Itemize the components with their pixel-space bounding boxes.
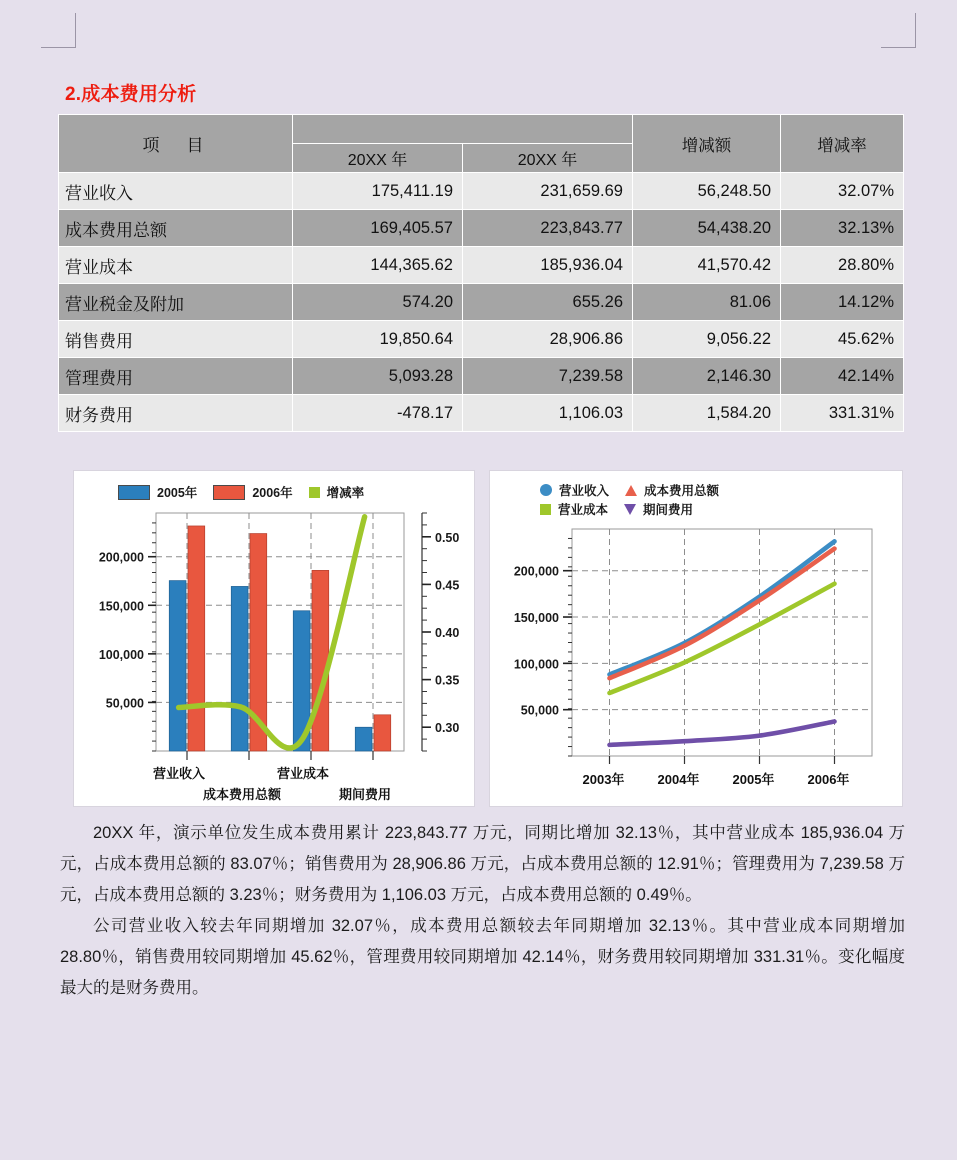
table-body [59, 173, 904, 432]
svg-text:100,000: 100,000 [513, 657, 559, 672]
four-year-trend-line-chart [489, 470, 903, 807]
svg-text:0.40: 0.40 [435, 626, 460, 640]
cell-year-prev: -478.17 [293, 395, 463, 432]
svg-text:50,000: 50,000 [520, 703, 559, 718]
cell-change-rate: 32.13% [781, 210, 904, 247]
cost-comparison-bar-chart [73, 470, 475, 807]
cell-change-amount: 54,438.20 [633, 210, 781, 247]
line-chart-axis-label: 2006年 [807, 772, 850, 787]
svg-text:200,000: 200,000 [513, 564, 559, 579]
legend-label: 2005年 [157, 486, 198, 500]
legend-item [540, 500, 608, 518]
cell-year-curr: 28,906.86 [463, 321, 633, 358]
legend-item [624, 500, 693, 518]
cell-item-label: 成本费用总额 [59, 210, 293, 247]
svg-text:0.35: 0.35 [435, 673, 460, 688]
svg-text:0.50: 0.50 [435, 530, 460, 545]
cell-year-curr: 231,659.69 [463, 173, 633, 210]
cell-year-curr: 223,843.77 [463, 210, 633, 247]
bar-chart-category-label: 成本费用总额 [203, 787, 282, 802]
bar-chart-legend [118, 483, 380, 501]
cell-change-rate: 42.14% [781, 358, 904, 395]
svg-text:0.45: 0.45 [435, 578, 460, 593]
svg-text:50,000: 50,000 [105, 696, 144, 711]
legend-label: 成本费用总额 [644, 484, 720, 498]
cell-change-rate: 45.62% [781, 321, 904, 358]
legend-marker-icon [540, 484, 552, 496]
paragraph-1: 20XX 年，演示单位发生成本费用累计 223,843.77 万元，同期比增加 32.13％，其中营业成本 185,936.04 万元，占成本费用总额的 83.07％；销售费用为 28,906.86 万元，占成本费用总额的 12.91％；管理费用为 7,239.58 万元，占成本费用总额的 3.23％；财务费用为 1,106.03 万元，占成本费用总额的 0.49％。 [60, 824, 905, 904]
svg-text:150,000: 150,000 [513, 611, 559, 626]
legend-swatch-icon [118, 485, 150, 500]
page-title: 2.成本费用分析 [65, 84, 197, 105]
col-header-change-rate: 增减率 [781, 115, 904, 173]
cell-change-rate: 14.12% [781, 284, 904, 321]
table-row [59, 395, 904, 432]
cell-year-prev: 19,850.64 [293, 321, 463, 358]
col-header-item: 项 目 [59, 115, 293, 173]
bar-chart-category-label: 营业成本 [277, 766, 330, 781]
cell-change-rate: 331.31% [781, 395, 904, 432]
cell-change-amount: 2,146.30 [633, 358, 781, 395]
legend-item [118, 483, 197, 501]
col-header-change-amount: 增减额 [633, 115, 781, 173]
line-chart-canvas [490, 471, 903, 807]
cell-change-amount: 56,248.50 [633, 173, 781, 210]
cell-year-prev: 144,365.62 [293, 247, 463, 284]
cell-change-amount: 9,056.22 [633, 321, 781, 358]
line-chart-legend-row2 [540, 500, 709, 518]
cell-year-curr: 1,106.03 [463, 395, 633, 432]
legend-marker-icon [624, 504, 636, 515]
legend-item [309, 483, 365, 501]
table-row [59, 210, 904, 247]
cell-year-curr: 185,936.04 [463, 247, 633, 284]
analysis-text [60, 818, 905, 1004]
cell-year-prev: 175,411.19 [293, 173, 463, 210]
cell-year-curr: 7,239.58 [463, 358, 633, 395]
cell-year-curr: 655.26 [463, 284, 633, 321]
legend-item [625, 481, 719, 499]
line-chart-axis-label: 2003年 [582, 772, 625, 787]
legend-marker-icon [625, 485, 637, 496]
col-header-year-curr: 20XX 年 [463, 144, 633, 173]
table-row [59, 321, 904, 358]
table-header [59, 115, 904, 173]
cell-year-prev: 574.20 [293, 284, 463, 321]
cost-analysis-table [58, 114, 904, 432]
charts-row [73, 470, 903, 807]
bar-chart-canvas [74, 471, 475, 807]
legend-item [540, 481, 609, 499]
svg-text:200,000: 200,000 [98, 550, 144, 565]
table-row [59, 284, 904, 321]
cell-change-amount: 41,570.42 [633, 247, 781, 284]
cell-change-rate: 32.07% [781, 173, 904, 210]
cell-change-rate: 28.80% [781, 247, 904, 284]
line-chart-legend-row1 [540, 481, 735, 499]
document-page [58, 0, 903, 1160]
bar-chart-category-label: 期间费用 [339, 787, 392, 802]
svg-text:0.30: 0.30 [435, 721, 460, 736]
line-chart-axis-label: 2004年 [657, 772, 700, 787]
legend-label: 营业收入 [559, 484, 610, 498]
cell-item-label: 营业收入 [59, 173, 293, 210]
cell-item-label: 管理费用 [59, 358, 293, 395]
cell-year-prev: 5,093.28 [293, 358, 463, 395]
cell-year-prev: 169,405.57 [293, 210, 463, 247]
cell-change-amount: 1,584.20 [633, 395, 781, 432]
cell-item-label: 销售费用 [59, 321, 293, 358]
cell-change-amount: 81.06 [633, 284, 781, 321]
legend-label: 增减率 [326, 486, 365, 500]
col-header-year-prev: 20XX 年 [293, 144, 463, 173]
legend-swatch-icon [213, 485, 245, 500]
bar-chart-category-label: 营业收入 [153, 766, 206, 781]
col-header-years-group [293, 115, 633, 144]
legend-swatch-icon [309, 487, 320, 498]
legend-label: 营业成本 [558, 503, 609, 517]
legend-marker-icon [540, 504, 551, 515]
cell-item-label: 营业成本 [59, 247, 293, 284]
legend-item [213, 483, 292, 501]
paragraph-2: 公司营业收入较去年同期增加 32.07％，成本费用总额较去年同期增加 32.13％。其中营业成本同期增加 28.80％，销售费用较同期增加 45.62％，管理费用较同期增加 42.14％，财务费用较同期增加 331.31％。变化幅度最大的是财务费用。 [60, 917, 905, 997]
svg-text:150,000: 150,000 [98, 599, 144, 614]
table-row [59, 173, 904, 210]
legend-label: 期间费用 [643, 503, 694, 517]
line-chart-axis-label: 2005年 [732, 772, 775, 787]
table-row [59, 358, 904, 395]
cell-item-label: 财务费用 [59, 395, 293, 432]
table-row [59, 247, 904, 284]
svg-text:100,000: 100,000 [98, 647, 144, 662]
cell-item-label: 营业税金及附加 [59, 284, 293, 321]
legend-label: 2006年 [252, 486, 293, 500]
